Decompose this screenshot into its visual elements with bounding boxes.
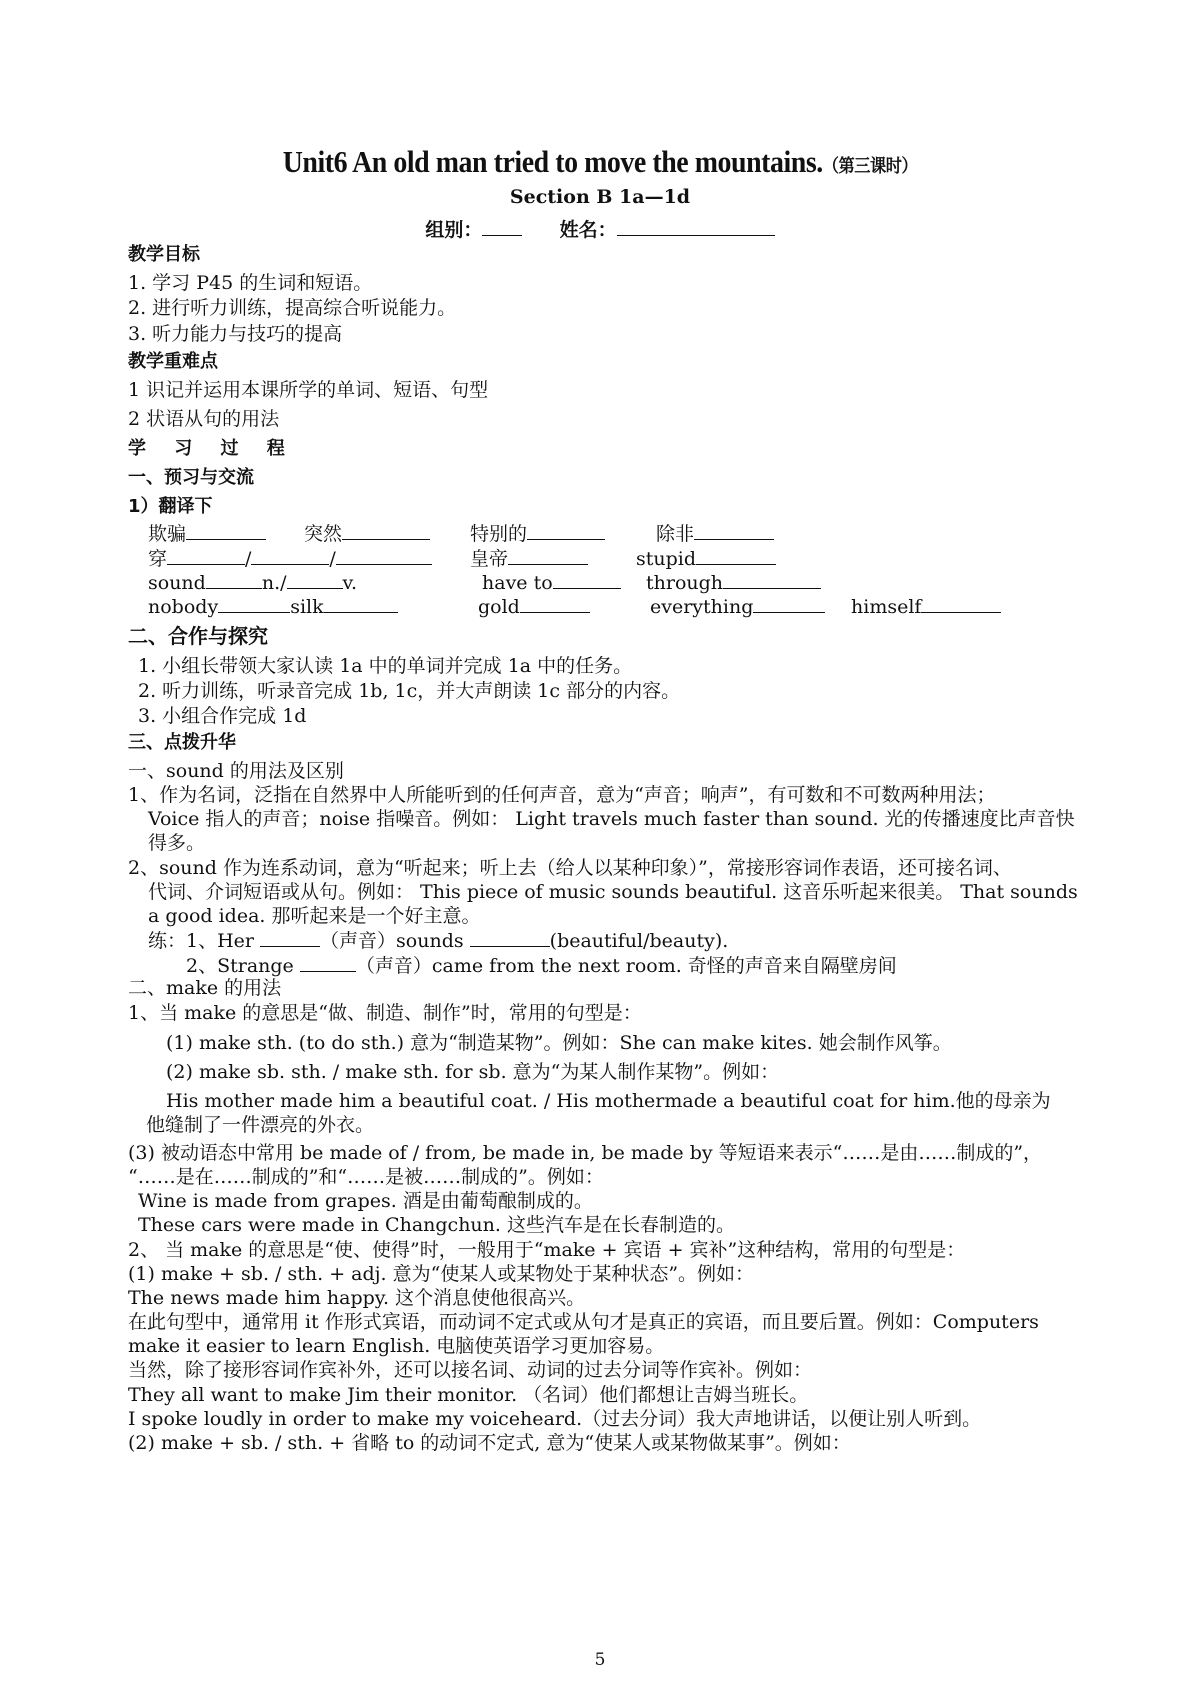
vocab-item: 突然	[304, 521, 430, 546]
answer-blank[interactable]	[553, 570, 621, 589]
text-line: Wine is made from grapes. 酒是由葡萄酿制成的。	[138, 1190, 593, 1212]
goal-item: 2. 进行听力训练，提高综合听说能力。	[128, 297, 457, 319]
vocab-item: through	[646, 570, 821, 595]
answer-blank[interactable]	[336, 546, 432, 565]
part2-item: 3. 小组合作完成 1d	[138, 705, 307, 727]
answer-blank[interactable]	[251, 546, 329, 565]
part2-item: 1. 小组长带领大家认读 1a 中的单词并完成 1a 中的任务。	[138, 655, 633, 677]
group-blank[interactable]	[482, 217, 522, 236]
part1-heading: 一、预习与交流	[128, 467, 254, 488]
answer-blank[interactable]	[167, 546, 245, 565]
vocab-item: gold	[478, 594, 590, 619]
text-line: They all want to make Jim their monitor. （名词）他们都想让吉姆当班长。	[128, 1384, 809, 1406]
text-line: (3) 被动语态中常用 be made of / from, be made in, be made by 等短语来表示“……是由……制成的”，	[128, 1142, 1043, 1164]
part3-heading: 三、点拨升华	[128, 732, 236, 753]
answer-blank[interactable]	[527, 521, 605, 540]
text-line: 代词、介词短语或从句。例如： This piece of music sounds beautiful. 这音乐听起来很美。 That sounds	[148, 881, 1078, 903]
group-label: 组别：	[425, 219, 483, 241]
practice-line: 练：1、Her （声音）sounds (beautiful/beauty).	[148, 930, 729, 952]
text-line: Voice 指人的声音；noise 指噪音。例如： Light travels much faster than sound. 光的传播速度比声音快	[148, 808, 1075, 830]
text-line: These cars were made in Changchun. 这些汽车是在长春制造的。	[138, 1214, 735, 1236]
student-info	[0, 215, 1200, 242]
text-line: 在此句型中，通常用 it 作形式宾语，而动词不定式或从句才是真正的宾语，而且要后置。例如：Computers	[128, 1311, 1039, 1333]
answer-blank[interactable]	[696, 546, 776, 565]
text-line: 1、当 make 的意思是“做、制造、制作”时，常用的句型是：	[128, 1002, 642, 1024]
text-line: (2) make sb. sth. / make sth. for sb. 意为“为某人制作某物”。例如：	[166, 1061, 780, 1083]
text-line: a good idea. 那听起来是一个好主意。	[148, 905, 481, 927]
goal-item: 1. 学习 P45 的生词和短语。	[128, 272, 373, 294]
answer-blank[interactable]	[206, 570, 262, 589]
text-line: 2、sound 作为连系动词，意为“听起来；听上去（给人以某种印象）”，常接形容词作表语，还可接名词、	[128, 857, 1012, 879]
text-line: 2、 当 make 的意思是“使、使得”时，一般用于“make + 宾语 + 宾补”这种结构，常用的句型是：	[128, 1239, 966, 1261]
vocab-item: stupid	[636, 546, 776, 571]
text-line: The news made him happy. 这个消息使他很高兴。	[128, 1287, 586, 1309]
text-line: make it easier to learn English. 电脑使英语学习更加容易。	[128, 1335, 665, 1357]
page-title: Unit6 An old man tried to move the mountains.（第三课时）	[282, 144, 918, 179]
vocab-item: 欺骗	[148, 521, 266, 546]
answer-blank[interactable]	[723, 570, 821, 589]
text-line: (2) make + sb. / sth. + 省略 to 的动词不定式, 意为“使某人或某物做某事”。例如：	[128, 1432, 851, 1454]
text-line: 他缝制了一件漂亮的外衣。	[146, 1114, 375, 1136]
part2-heading: 二、合作与探究	[128, 624, 268, 648]
text-line: 1、作为名词，泛指在自然界中人所能听到的任何声音，意为“声音；响声”，有可数和不可数两种用法；	[128, 784, 996, 806]
text-line: I spoke loudly in order to make my voiceheard.（过去分词）我大声地讲话，以便让别人听到。	[128, 1408, 982, 1430]
vocab-item: everything	[650, 594, 825, 619]
text-line: (1) make + sb. / sth. + adj. 意为“使某人或某物处于某种状态”。例如：	[128, 1263, 755, 1285]
answer-blank[interactable]	[287, 570, 343, 589]
keypoint-item: 2 状语从句的用法	[128, 408, 280, 430]
vocab-item: 除非	[656, 521, 774, 546]
answer-blank[interactable]	[300, 953, 356, 972]
name-blank[interactable]	[617, 217, 775, 236]
page-number: 5	[594, 1650, 606, 1670]
answer-blank[interactable]	[694, 521, 774, 540]
name-label: 姓名：	[559, 219, 617, 241]
process-heading: 学 习 过 程	[128, 438, 296, 459]
vocab-item: sound n./ v.	[148, 572, 358, 594]
keypoints-heading: 教学重难点	[128, 351, 218, 372]
vocab-item: himself	[851, 594, 1001, 619]
section-heading: Section B 1a—1d	[509, 186, 691, 208]
answer-blank[interactable]	[324, 594, 398, 613]
answer-blank[interactable]	[470, 928, 550, 947]
answer-blank[interactable]	[186, 521, 266, 540]
vocab-item: 特别的	[470, 521, 605, 546]
vocab-item: 穿 / /	[148, 546, 432, 571]
answer-blank[interactable]	[260, 928, 320, 947]
part2-item: 2. 听力训练，听录音完成 1b, 1c，并大声朗读 1c 部分的内容。	[138, 680, 681, 702]
answer-blank[interactable]	[508, 546, 588, 565]
goals-heading: 教学目标	[128, 244, 200, 265]
vocab-item: have to	[482, 570, 621, 595]
vocab-item: nobody silk	[148, 594, 398, 619]
text-line: 二、make 的用法	[128, 977, 282, 999]
text-line: “……是在……制成的”和“……是被……制成的”。例如：	[128, 1166, 604, 1188]
keypoint-item: 1 识记并运用本课所学的单词、短语、句型	[128, 379, 489, 401]
practice-line: 2、Strange （声音）came from the next room. 奇怪的声音来自隔壁房间	[186, 955, 897, 977]
goal-item: 3. 听力能力与技巧的提高	[128, 323, 343, 345]
vocab-item: 皇帝	[470, 546, 588, 571]
text-line: 一、sound 的用法及区别	[128, 760, 344, 782]
answer-blank[interactable]	[520, 594, 590, 613]
answer-blank[interactable]	[753, 594, 825, 613]
answer-blank[interactable]	[921, 594, 1001, 613]
part1-sub: 1）翻译下	[128, 496, 213, 517]
answer-blank[interactable]	[342, 521, 430, 540]
answer-blank[interactable]	[218, 594, 290, 613]
text-line: His mother made him a beautiful coat. / His mothermade a beautiful coat for him.他的母亲为	[166, 1090, 1051, 1112]
text-line: 得多。	[148, 832, 206, 854]
text-line: 当然，除了接形容词作宾补外，还可以接名词、动词的过去分词等作宾补。例如：	[128, 1359, 813, 1381]
text-line: (1) make sth. (to do sth.) 意为“制造某物”。例如：She can make kites. 她会制作风筝。	[166, 1032, 952, 1054]
